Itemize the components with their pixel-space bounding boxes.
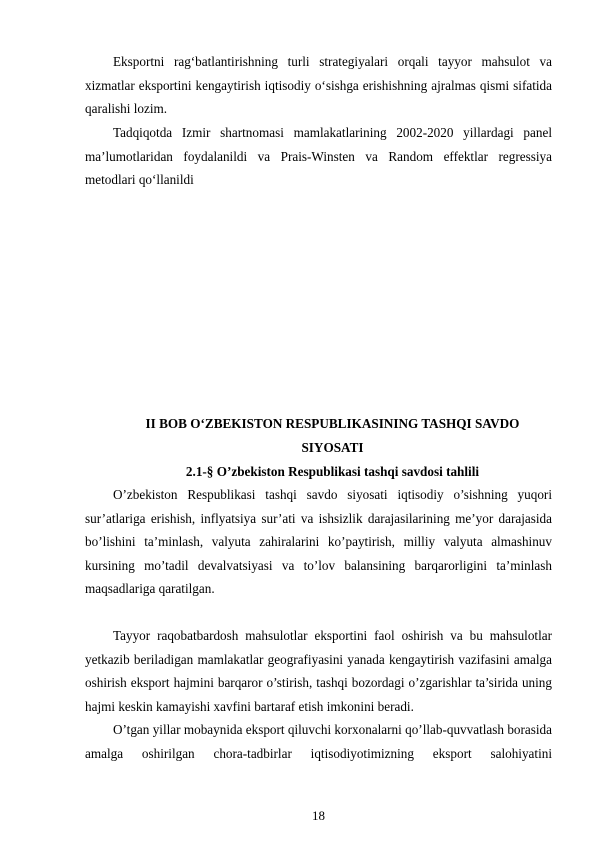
section-title: 2.1-§ O’zbekiston Respublikasi tashqi savdosi tahlili (185, 464, 480, 479)
paragraph-export-strategy: Eksportni rag‘batlantirishning turli strategiyalari orqali tayyor mahsulot va xizmatlar eksportini kengaytirish iqtisodiy o‘sishga erishishning ajralmas qismi sifatida qaralishi lozim. (85, 54, 552, 116)
paragraph-past-years: O’tgan yillar mobaynida eksport qiluvchi korxonalarni qo’llab-quvvatlash borasida amalga oshirilgan chora-tadbirlar iqtisodiyotimizning eksport salohiyatini (85, 722, 552, 761)
chapter-title: II BOB O‘ZBEKISTON RESPUBLIKASINING TASHQI SAVDO SIYOSATI (145, 416, 520, 455)
paragraph-research-method: Tadqiqotda Izmir shartnomasi mamlakatlarining 2002-2020 yillardagi panel ma’lumotlaridan foydalanildi va Prais-Winsten va Random effektlar regressiya metodlari qo‘llanildi (85, 125, 552, 187)
page-number: 18 (312, 808, 325, 823)
paragraph-trade-policy: O’zbekiston Respublikasi tashqi savdo siyosati iqtisodiy o’sishning yuqori sur’atlariga erishish, inflyatsiya sur’ati va ishsizlik darajasilarining me’yor darajasida bo’lishini ta’minlash, valyuta zahiralarini ko’paytirish, milliy valyuta almashinuv kursining mo’tadil devalvatsiyasi va to’lov balansining barqarorligini ta’minlash maqsadlariga qaratilgan. (85, 487, 552, 596)
paragraph-competitive-exports: Tayyor raqobatbardosh mahsulotlar eksportini faol oshirish va bu mahsulotlar yetkazib beriladigan mamlakatlar geografiyasini yanada kengaytirish vazifasini amalga oshirish eksport hajmini barqaror o’stirish, tashqi bozordagi o’zgarishlar ta’sirida uning hajmi keskin kamayishi xavfini bartaraf etish imkonini beradi. (85, 628, 552, 714)
